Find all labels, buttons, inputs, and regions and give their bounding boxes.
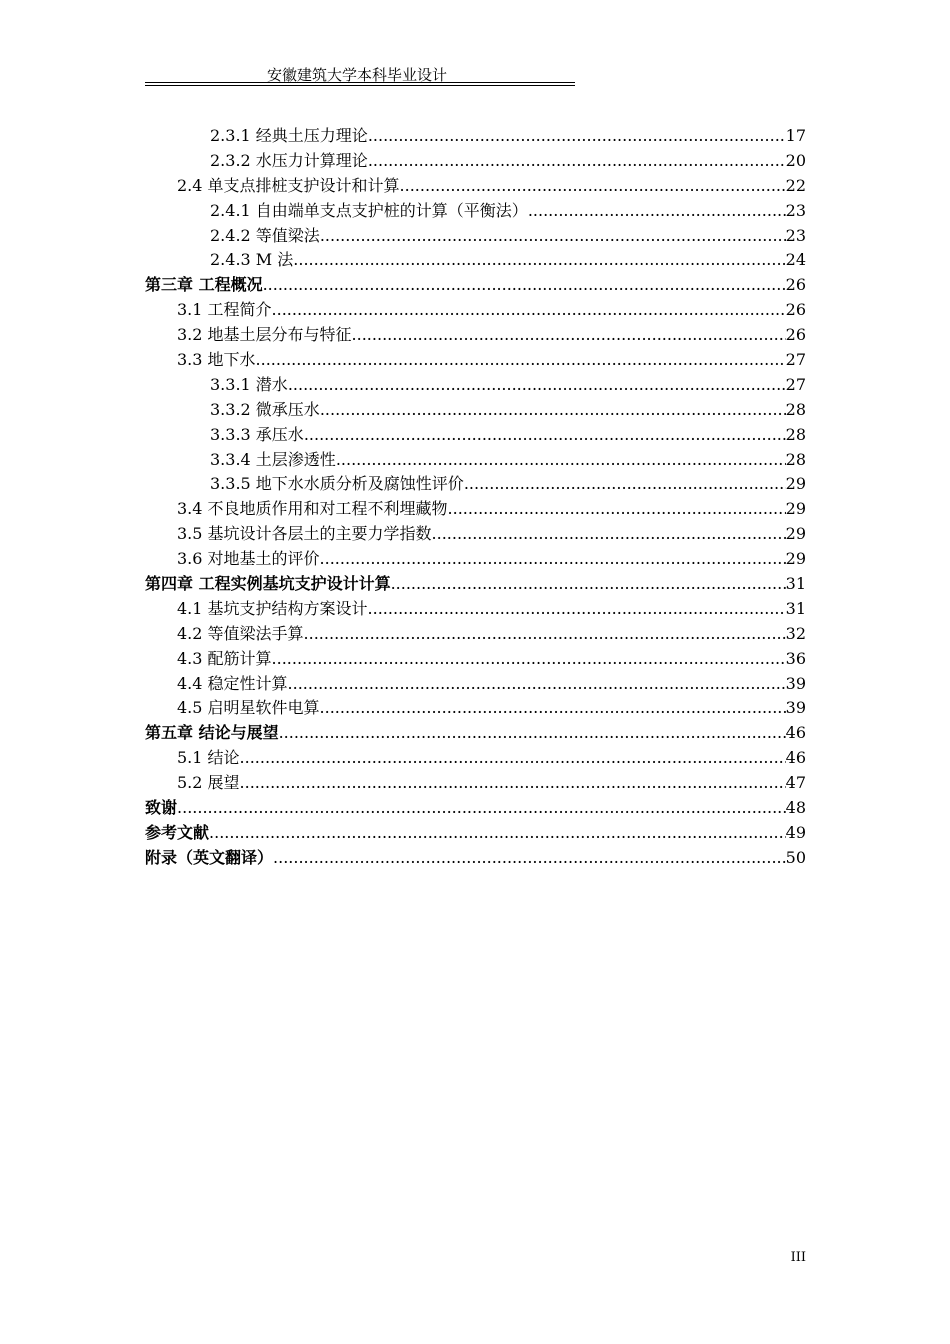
toc-entry[interactable]: [145, 572, 806, 597]
toc-entry-title: 3.6 对地基土的评价: [177, 549, 320, 569]
toc-dot-leader: [352, 323, 786, 348]
toc-entry-page: 46: [785, 748, 806, 768]
toc-entry[interactable]: [145, 522, 806, 547]
toc-entry-page: 29: [785, 524, 806, 544]
toc-entry-page: 28: [785, 449, 806, 469]
toc-dot-leader: [464, 472, 786, 497]
toc-entry-page: 20: [785, 150, 806, 170]
toc-dot-leader: [304, 423, 786, 448]
toc-dot-leader: [288, 672, 786, 697]
toc-dot-leader: [288, 373, 786, 398]
toc-entry[interactable]: [145, 124, 806, 149]
toc-entry-page: 23: [785, 225, 806, 245]
toc-entry-page: 29: [785, 549, 806, 569]
toc-entry-title: 附录（英文翻译）: [145, 847, 274, 867]
toc-entry[interactable]: [145, 199, 806, 224]
toc-entry[interactable]: [145, 423, 806, 448]
toc-entry[interactable]: [145, 696, 806, 721]
page-number: III: [790, 1250, 806, 1265]
toc-entry[interactable]: [145, 597, 806, 622]
toc-entry-page: 39: [785, 673, 806, 693]
toc-entry-page: 50: [785, 847, 806, 867]
toc-entry-title: 第三章 工程概况: [145, 275, 263, 295]
toc-entry-page: 26: [785, 325, 806, 345]
toc-entry-title: 3.3.3 承压水: [210, 424, 304, 444]
toc-dot-leader: [320, 224, 786, 249]
toc-entry-title: 3.5 基坑设计各层土的主要力学指数: [177, 524, 432, 544]
toc-entry-page: 26: [785, 275, 806, 295]
toc-entry-page: 29: [785, 474, 806, 494]
toc-dot-leader: [400, 174, 786, 199]
toc-dot-leader: [293, 248, 785, 273]
toc-dot-leader: [320, 398, 786, 423]
toc-entry-page: 48: [785, 798, 806, 818]
toc-entry-title: 5.1 结论: [177, 748, 240, 768]
toc-entry-page: 31: [785, 598, 806, 618]
toc-dot-leader: [320, 696, 786, 721]
toc-entry-page: 36: [785, 648, 806, 668]
toc-entry-title: 3.3.2 微承压水: [210, 399, 320, 419]
toc-entry-title: 4.5 启明星软件电算: [177, 698, 320, 718]
toc-entry-title: 3.3 地下水: [177, 350, 256, 370]
header-title: 安徽建筑大学本科毕业设计: [267, 66, 448, 84]
toc-entry-title: 3.4 不良地质作用和对工程不利埋藏物: [177, 499, 448, 519]
toc-dot-leader: [240, 771, 786, 796]
toc-entry[interactable]: [145, 174, 806, 199]
toc-entry-page: 29: [785, 499, 806, 519]
toc-entry[interactable]: [145, 298, 806, 323]
toc-entry[interactable]: [145, 721, 806, 746]
toc-entry-page: 27: [785, 374, 806, 394]
toc-entry-title: 致谢: [145, 798, 178, 818]
toc-entry[interactable]: [145, 647, 806, 672]
page-header: [145, 66, 575, 88]
toc-entry[interactable]: [145, 497, 806, 522]
toc-entry-title: 4.4 稳定性计算: [177, 673, 288, 693]
toc-entry-title: 3.3.1 潜水: [210, 374, 288, 394]
toc-entry[interactable]: [145, 821, 806, 846]
toc-entry[interactable]: [145, 796, 806, 821]
toc-entry-page: 22: [785, 175, 806, 195]
toc-dot-leader: [528, 199, 786, 224]
header-rule-double: [145, 85, 575, 86]
toc-entry-page: 27: [785, 350, 806, 370]
toc-entry-title: 4.2 等值梁法手算: [177, 623, 304, 643]
toc-entry[interactable]: [145, 224, 806, 249]
toc-entry-title: 5.2 展望: [177, 773, 240, 793]
toc-entry-title: 2.4.2 等值梁法: [210, 225, 320, 245]
toc-entry-title: 3.2 地基土层分布与特征: [177, 325, 352, 345]
toc-dot-leader: [448, 497, 786, 522]
toc-entry[interactable]: [145, 472, 806, 497]
toc-entry-page: 49: [785, 822, 806, 842]
toc-entry[interactable]: [145, 398, 806, 423]
toc-entry-page: 31: [785, 574, 806, 594]
toc-entry[interactable]: [145, 846, 806, 871]
toc-entry[interactable]: [145, 672, 806, 697]
toc-entry-page: 28: [785, 399, 806, 419]
toc-dot-leader: [368, 597, 786, 622]
toc-entry-page: 23: [785, 200, 806, 220]
toc-dot-leader: [368, 124, 786, 149]
toc-entry-page: 17: [785, 126, 806, 145]
toc-entry[interactable]: [145, 273, 806, 298]
toc-entry[interactable]: [145, 348, 806, 373]
toc-dot-leader: [209, 821, 786, 846]
toc-dot-leader: [272, 647, 786, 672]
toc-entry[interactable]: [145, 771, 806, 796]
toc-entry-title: 4.1 基坑支护结构方案设计: [177, 598, 368, 618]
toc-entry-title: 3.3.4 土层渗透性: [210, 449, 336, 469]
toc-entry-title: 2.3.2 水压力计算理论: [210, 150, 368, 170]
toc-entry[interactable]: [145, 149, 806, 174]
toc-entry-page: 47: [785, 773, 806, 793]
toc-entry[interactable]: [145, 746, 806, 771]
toc-entry-page: 28: [785, 424, 806, 444]
toc-entry-title: 4.3 配筋计算: [177, 648, 272, 668]
toc-entry-page: 39: [785, 698, 806, 718]
toc-entry-page: 24: [785, 250, 806, 270]
toc-entry-title: 3.1 工程简介: [177, 300, 272, 320]
toc-dot-leader: [272, 298, 786, 323]
toc-entry[interactable]: [145, 622, 806, 647]
toc-entry[interactable]: [145, 323, 806, 348]
toc-dot-leader: [256, 348, 786, 373]
toc-entry-title: 参考文献: [145, 822, 210, 842]
toc-dot-leader: [273, 846, 786, 871]
toc-entry-title: 2.4 单支点排桩支护设计和计算: [177, 175, 400, 195]
toc-entry-page: 26: [785, 300, 806, 320]
toc-dot-leader: [368, 149, 786, 174]
toc-dot-leader: [320, 547, 786, 572]
toc-entry-title: 3.3.5 地下水水质分析及腐蚀性评价: [210, 474, 464, 494]
toc-entry[interactable]: [145, 373, 806, 398]
toc-entry[interactable]: [145, 248, 806, 273]
toc-dot-leader: [432, 522, 786, 547]
toc-entry-title: 第五章 结论与展望: [145, 723, 279, 743]
toc-dot-leader: [279, 721, 786, 746]
table-of-contents: [145, 124, 806, 871]
toc-entry-title: 第四章 工程实例基坑支护设计计算: [145, 574, 391, 594]
toc-dot-leader: [391, 572, 786, 597]
toc-dot-leader: [263, 273, 786, 298]
toc-entry-title: 2.4.1 自由端单支点支护桩的计算（平衡法）: [210, 200, 528, 220]
toc-dot-leader: [304, 622, 786, 647]
toc-entry[interactable]: [145, 448, 806, 473]
toc-entry-page: 46: [785, 723, 806, 743]
toc-entry-title: 2.4.3 M 法: [210, 250, 294, 270]
toc-dot-leader: [240, 746, 786, 771]
toc-entry[interactable]: [145, 547, 806, 572]
toc-dot-leader: [336, 448, 786, 473]
toc-entry-title: 2.3.1 经典土压力理论: [210, 126, 368, 145]
header-rule: [145, 82, 575, 83]
toc-entry-page: 32: [785, 623, 806, 643]
toc-dot-leader: [177, 796, 786, 821]
